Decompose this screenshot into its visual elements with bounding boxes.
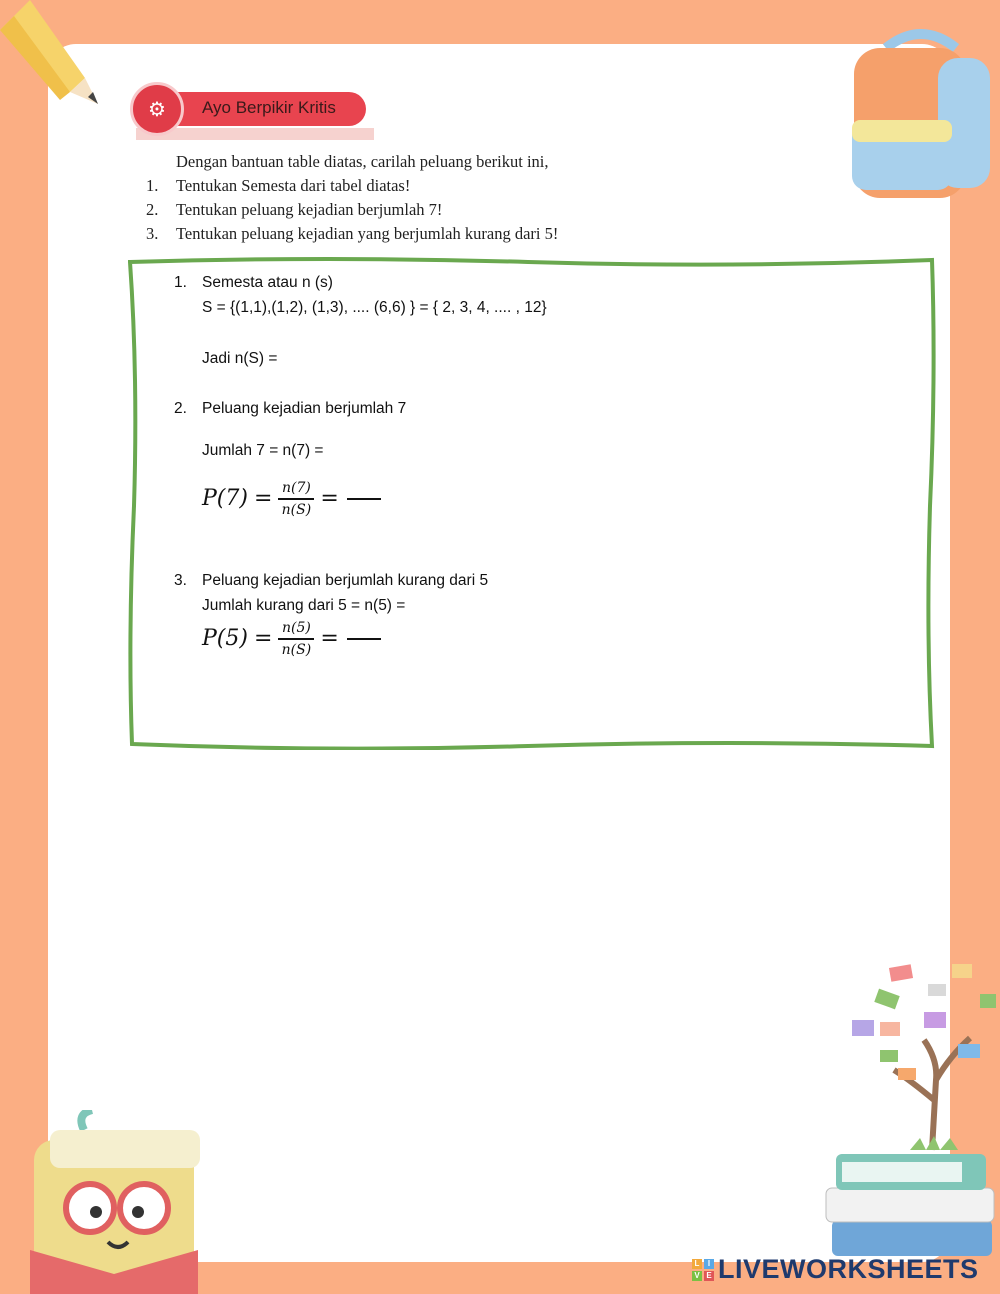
question-item bbox=[140, 198, 920, 222]
answer-1-title: Semesta atau n (s) bbox=[202, 274, 333, 291]
formula-fraction bbox=[278, 480, 314, 518]
book-character-illustration bbox=[10, 1110, 210, 1294]
answer-2-formula bbox=[202, 480, 381, 518]
formula-equals: = bbox=[320, 626, 339, 652]
fraction-denominator: n(S) bbox=[281, 641, 312, 658]
answer-2-count: Jumlah 7 = n(7) = bbox=[202, 442, 324, 459]
question-intro: Dengan bantuan table diatas, carilah peluang berikut ini, bbox=[176, 152, 549, 171]
answer-3-title: Peluang kejadian berjumlah kurang dari 5 bbox=[202, 572, 489, 589]
fraction-denominator: n(S) bbox=[281, 501, 312, 518]
fraction-numerator: n(7) bbox=[281, 480, 311, 496]
question-text: Tentukan peluang kejadian berjumlah 7! bbox=[176, 200, 443, 219]
question-number: 2. bbox=[146, 200, 159, 219]
answer-2-title: Peluang kejadian berjumlah 7 bbox=[202, 400, 407, 417]
formula-equals: = bbox=[320, 486, 339, 512]
badge-label: Ayo Berpikir Kritis bbox=[202, 98, 336, 117]
answer-blank-fraction[interactable] bbox=[347, 638, 381, 640]
logo-text: LIVEWORKSHEETS bbox=[718, 1254, 979, 1284]
answer-1-set: S = {(1,1),(1,2), (1,3), .... (6,6) } = { 2, 3, 4, .... , 12} bbox=[202, 299, 547, 316]
pencil-illustration bbox=[0, 0, 110, 120]
formula-equals: = bbox=[253, 626, 273, 652]
answer-3-count: Jumlah kurang dari 5 = n(5) = bbox=[202, 597, 406, 614]
fraction-numerator: n(5) bbox=[281, 620, 311, 636]
answer-1-conclusion: Jadi n(S) = bbox=[202, 350, 278, 367]
question-number: 3. bbox=[146, 224, 159, 243]
liveworksheets-logo bbox=[692, 1254, 979, 1285]
tree-illustration bbox=[840, 960, 1000, 1160]
fraction-bar bbox=[278, 638, 314, 640]
answer-1-number: 1. bbox=[174, 274, 187, 291]
section-badge bbox=[130, 82, 370, 142]
question-number: 1. bbox=[146, 176, 159, 195]
answer-3-number: 3. bbox=[174, 572, 187, 589]
logo-letter: E bbox=[704, 1271, 714, 1281]
question-item bbox=[140, 222, 920, 246]
question-list bbox=[140, 150, 920, 246]
brain-gear-icon: ⚙ bbox=[130, 82, 184, 136]
question-item bbox=[140, 174, 920, 198]
formula-lhs: P(5) bbox=[202, 626, 248, 652]
logo-letter: L bbox=[692, 1259, 702, 1269]
fraction-bar bbox=[278, 498, 314, 500]
logo-letter: I bbox=[704, 1259, 714, 1269]
answer-3-formula bbox=[202, 620, 381, 658]
logo-mark-icon bbox=[692, 1259, 714, 1281]
question-text: Tentukan peluang kejadian yang berjumlah kurang dari 5! bbox=[176, 224, 559, 243]
formula-fraction bbox=[278, 620, 314, 658]
question-text: Tentukan Semesta dari tabel diatas! bbox=[176, 176, 411, 195]
answer-blank-fraction[interactable] bbox=[347, 498, 381, 500]
answer-2-number: 2. bbox=[174, 400, 187, 417]
formula-equals: = bbox=[253, 486, 273, 512]
formula-lhs: P(7) bbox=[202, 486, 248, 512]
books-stack-illustration bbox=[822, 1150, 1000, 1260]
logo-letter: V bbox=[692, 1271, 702, 1281]
